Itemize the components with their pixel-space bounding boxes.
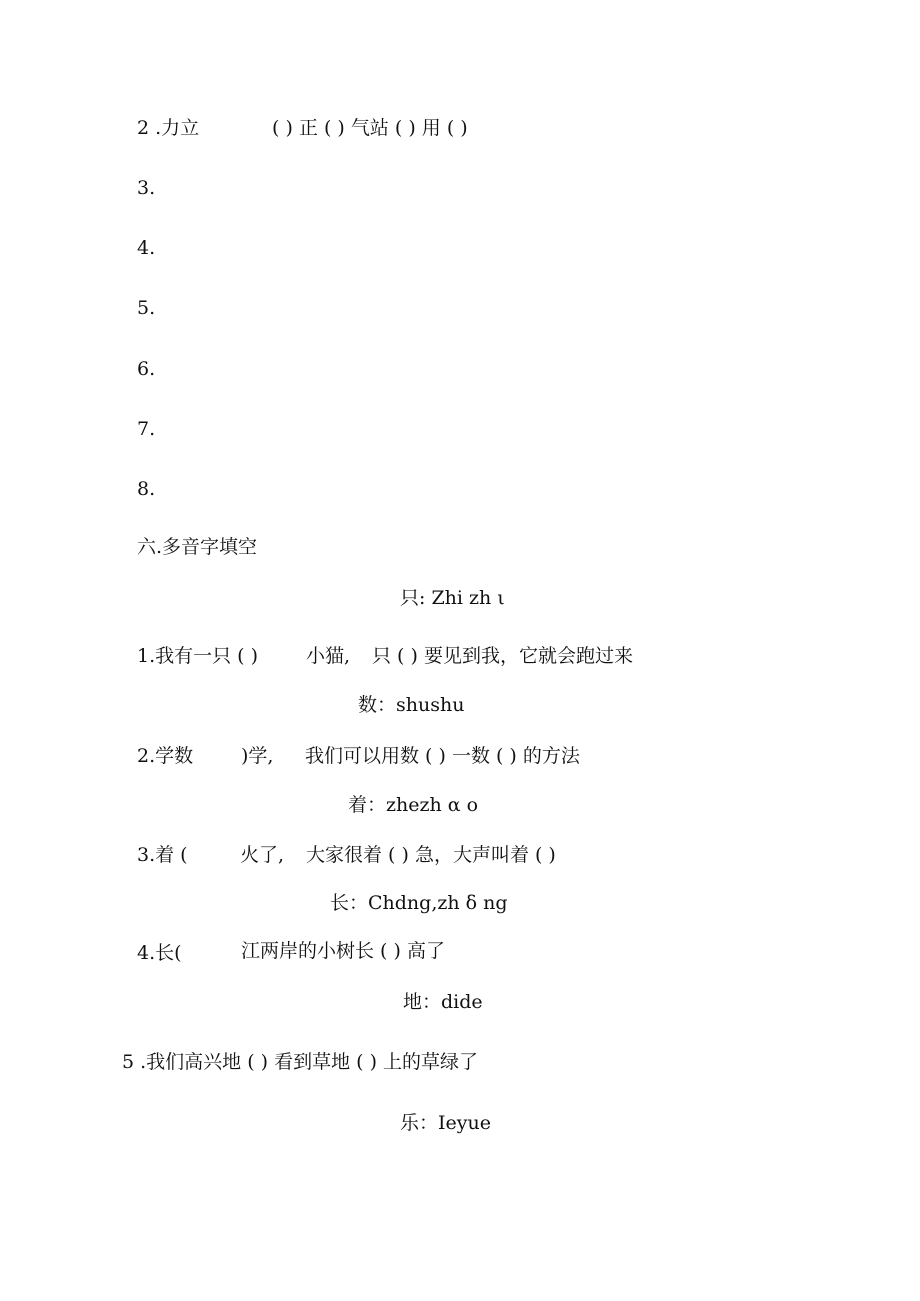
item-4: 4. xyxy=(137,237,156,259)
question-2-middle: )学, xyxy=(241,745,274,767)
question-4-start: 4.长( xyxy=(137,942,182,964)
question-4-end: 江两岸的小树长 ( ) 高了 xyxy=(241,940,445,962)
pinyin-header-le: 乐：Ieyue xyxy=(400,1112,491,1134)
pinyin-header-shu: 数：shushu xyxy=(358,694,465,716)
question-2-start: 2.学数 xyxy=(137,745,194,767)
item-8: 8. xyxy=(137,478,156,500)
item-7: 7. xyxy=(137,418,156,440)
section-heading: 六.多音字填空 xyxy=(137,536,258,558)
pinyin-header-chang: 长：Chdng,zh δ ng xyxy=(330,892,508,914)
question-3-start: 3.着 ( xyxy=(137,844,188,866)
item-6: 6. xyxy=(137,358,156,380)
question-5: 5 .我们高兴地 ( ) 看到草地 ( ) 上的草绿了 xyxy=(122,1051,479,1073)
item-2-label: 2 .力立 xyxy=(137,117,200,139)
item-3: 3. xyxy=(137,177,156,199)
question-1-end: 只 ( ) 要见到我，它就会跑过来 xyxy=(372,645,633,667)
pinyin-header-zhe: 着：zhezh α o xyxy=(348,794,479,816)
question-3-middle: 火了, xyxy=(240,844,285,866)
question-3-end: 大家很着 ( ) 急，大声叫着 ( ) xyxy=(306,844,556,866)
pinyin-header-zhi: 只: Zhi zh ι xyxy=(400,587,505,609)
question-1-middle: 小猫, xyxy=(306,645,351,667)
question-2-end: 我们可以用数 ( ) 一数 ( ) 的方法 xyxy=(305,745,580,767)
question-1-start: 1.我有一只 ( ) xyxy=(137,645,259,667)
pinyin-header-di: 地：dide xyxy=(403,991,483,1013)
item-2-blanks: ( ) 正 ( ) 气站 ( ) 用 ( ) xyxy=(272,117,468,139)
item-5: 5. xyxy=(137,297,156,319)
